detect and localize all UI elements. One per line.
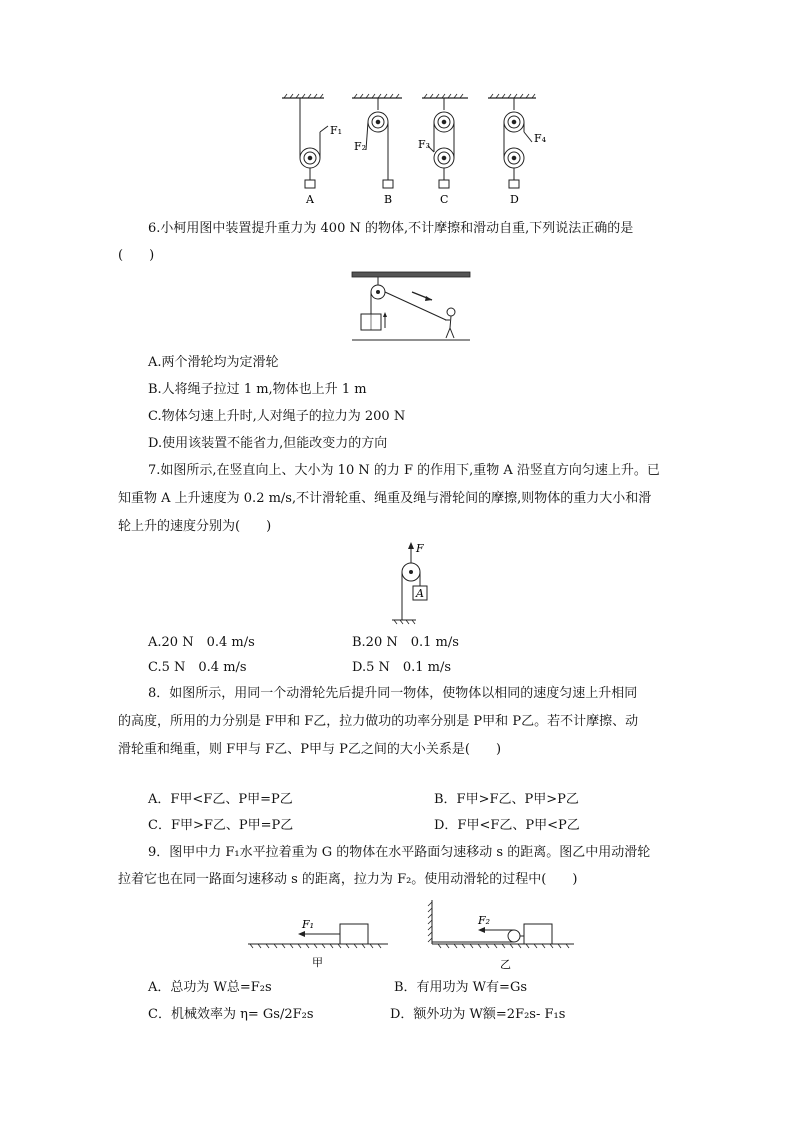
q8-stem-line3: 滑轮重和绳重，则 F甲与 F乙、P甲与 P乙之间的大小关系是( ) [118,742,502,757]
q8-stem-line1: 8．如图所示，用同一个动滑轮先后提升同一物体，使物体以相同的速度匀速上升相同 [148,686,638,701]
q9-fig-label-yi: 乙 [500,958,511,970]
q6-option-b: B.人将绳子拉过 1 m,物体也上升 1 m [148,382,367,397]
q6-stem-line2: ( ) [118,248,155,263]
q7-option-b: B.20 N 0.1 m/s [352,635,459,650]
q8-option-d: D．F甲<F乙、P甲<P乙 [434,818,580,833]
q8-option-c: C．F甲>F乙、P甲=P乙 [148,818,294,833]
force-label-f4: F₄ [534,132,547,145]
q7-stem-line2: 知重物 A 上升速度为 0.2 m/s,不计滑轮重、绳重及绳与滑轮间的摩擦,则物体的重力大小和滑 [118,491,652,506]
q6-option-c: C.物体匀速上升时,人对绳子的拉力为 200 N [148,409,406,424]
q8-stem-line2: 的高度，所用的力分别是 F甲和 F乙，拉力做功的功率分别是 P甲和 P乙。若不计摩擦、动 [118,714,639,729]
q7-fig-force-label: F [416,542,424,555]
q9-option-b: B．有用功为 W有=Gs [394,980,527,995]
q9-fig-label-jia: 甲 [312,956,323,969]
q9-force-f1: F₁ [302,918,315,931]
q9-figure-jia [248,912,388,970]
q6-stem-line1: 6.小柯用图中装置提升重力为 400 N 的物体,不计摩擦和滑动自重,下列说法正确的是 [148,221,634,236]
q7-option-c: C.5 N 0.4 m/s [148,660,247,675]
q9-figure-yi [424,898,574,970]
q9-option-a: A．总功为 W总=F₂s [148,980,272,995]
pulley-label-a: A [306,193,314,206]
q9-option-c: C．机械效率为 η= Gs/2F₂s [148,1007,314,1022]
q9-stem-line2: 拉着它也在同一路面匀速移动 s 的距离，拉力为 F₂。使用动滑轮的过程中( ) [118,872,578,887]
pulley-label-d: D [510,193,519,206]
pulley-figure-abcd [278,92,558,207]
q7-stem-line3: 轮上升的速度分别为( ) [118,519,272,534]
q7-option-a: A.20 N 0.4 m/s [148,635,255,650]
q9-stem-line1: 9．图甲中力 F₁水平拉着重为 G 的物体在水平路面匀速移动 s 的距离。图乙中用动滑轮 [148,845,651,860]
pulley-label-c: C [440,193,449,206]
q8-option-b: B．F甲>F乙、P甲>P乙 [434,792,579,807]
q9-option-d: D．额外功为 W额=2F₂s- F₁s [390,1007,566,1022]
q7-option-d: D.5 N 0.1 m/s [352,660,452,675]
q9-force-f2: F₂ [478,914,491,927]
force-label-f3: F₃ [418,138,431,151]
q6-option-a: A.两个滑轮均为定滑轮 [148,355,279,370]
q6-option-d: D.使用该装置不能省力,但能改变力的方向 [148,436,388,451]
q8-option-a: A．F甲<F乙、P甲=P乙 [148,792,293,807]
q7-fig-block-label: A [416,587,424,600]
force-label-f2: F₂ [354,140,367,153]
force-label-f1: F₁ [330,124,343,137]
pulley-label-b: B [384,193,393,206]
q6-figure [350,270,472,344]
q7-figure [390,540,450,626]
q7-stem-line1: 7.如图所示,在竖直向上、大小为 10 N 的力 F 的作用下,重物 A 沿竖直方向匀速上升。已 [148,463,660,478]
